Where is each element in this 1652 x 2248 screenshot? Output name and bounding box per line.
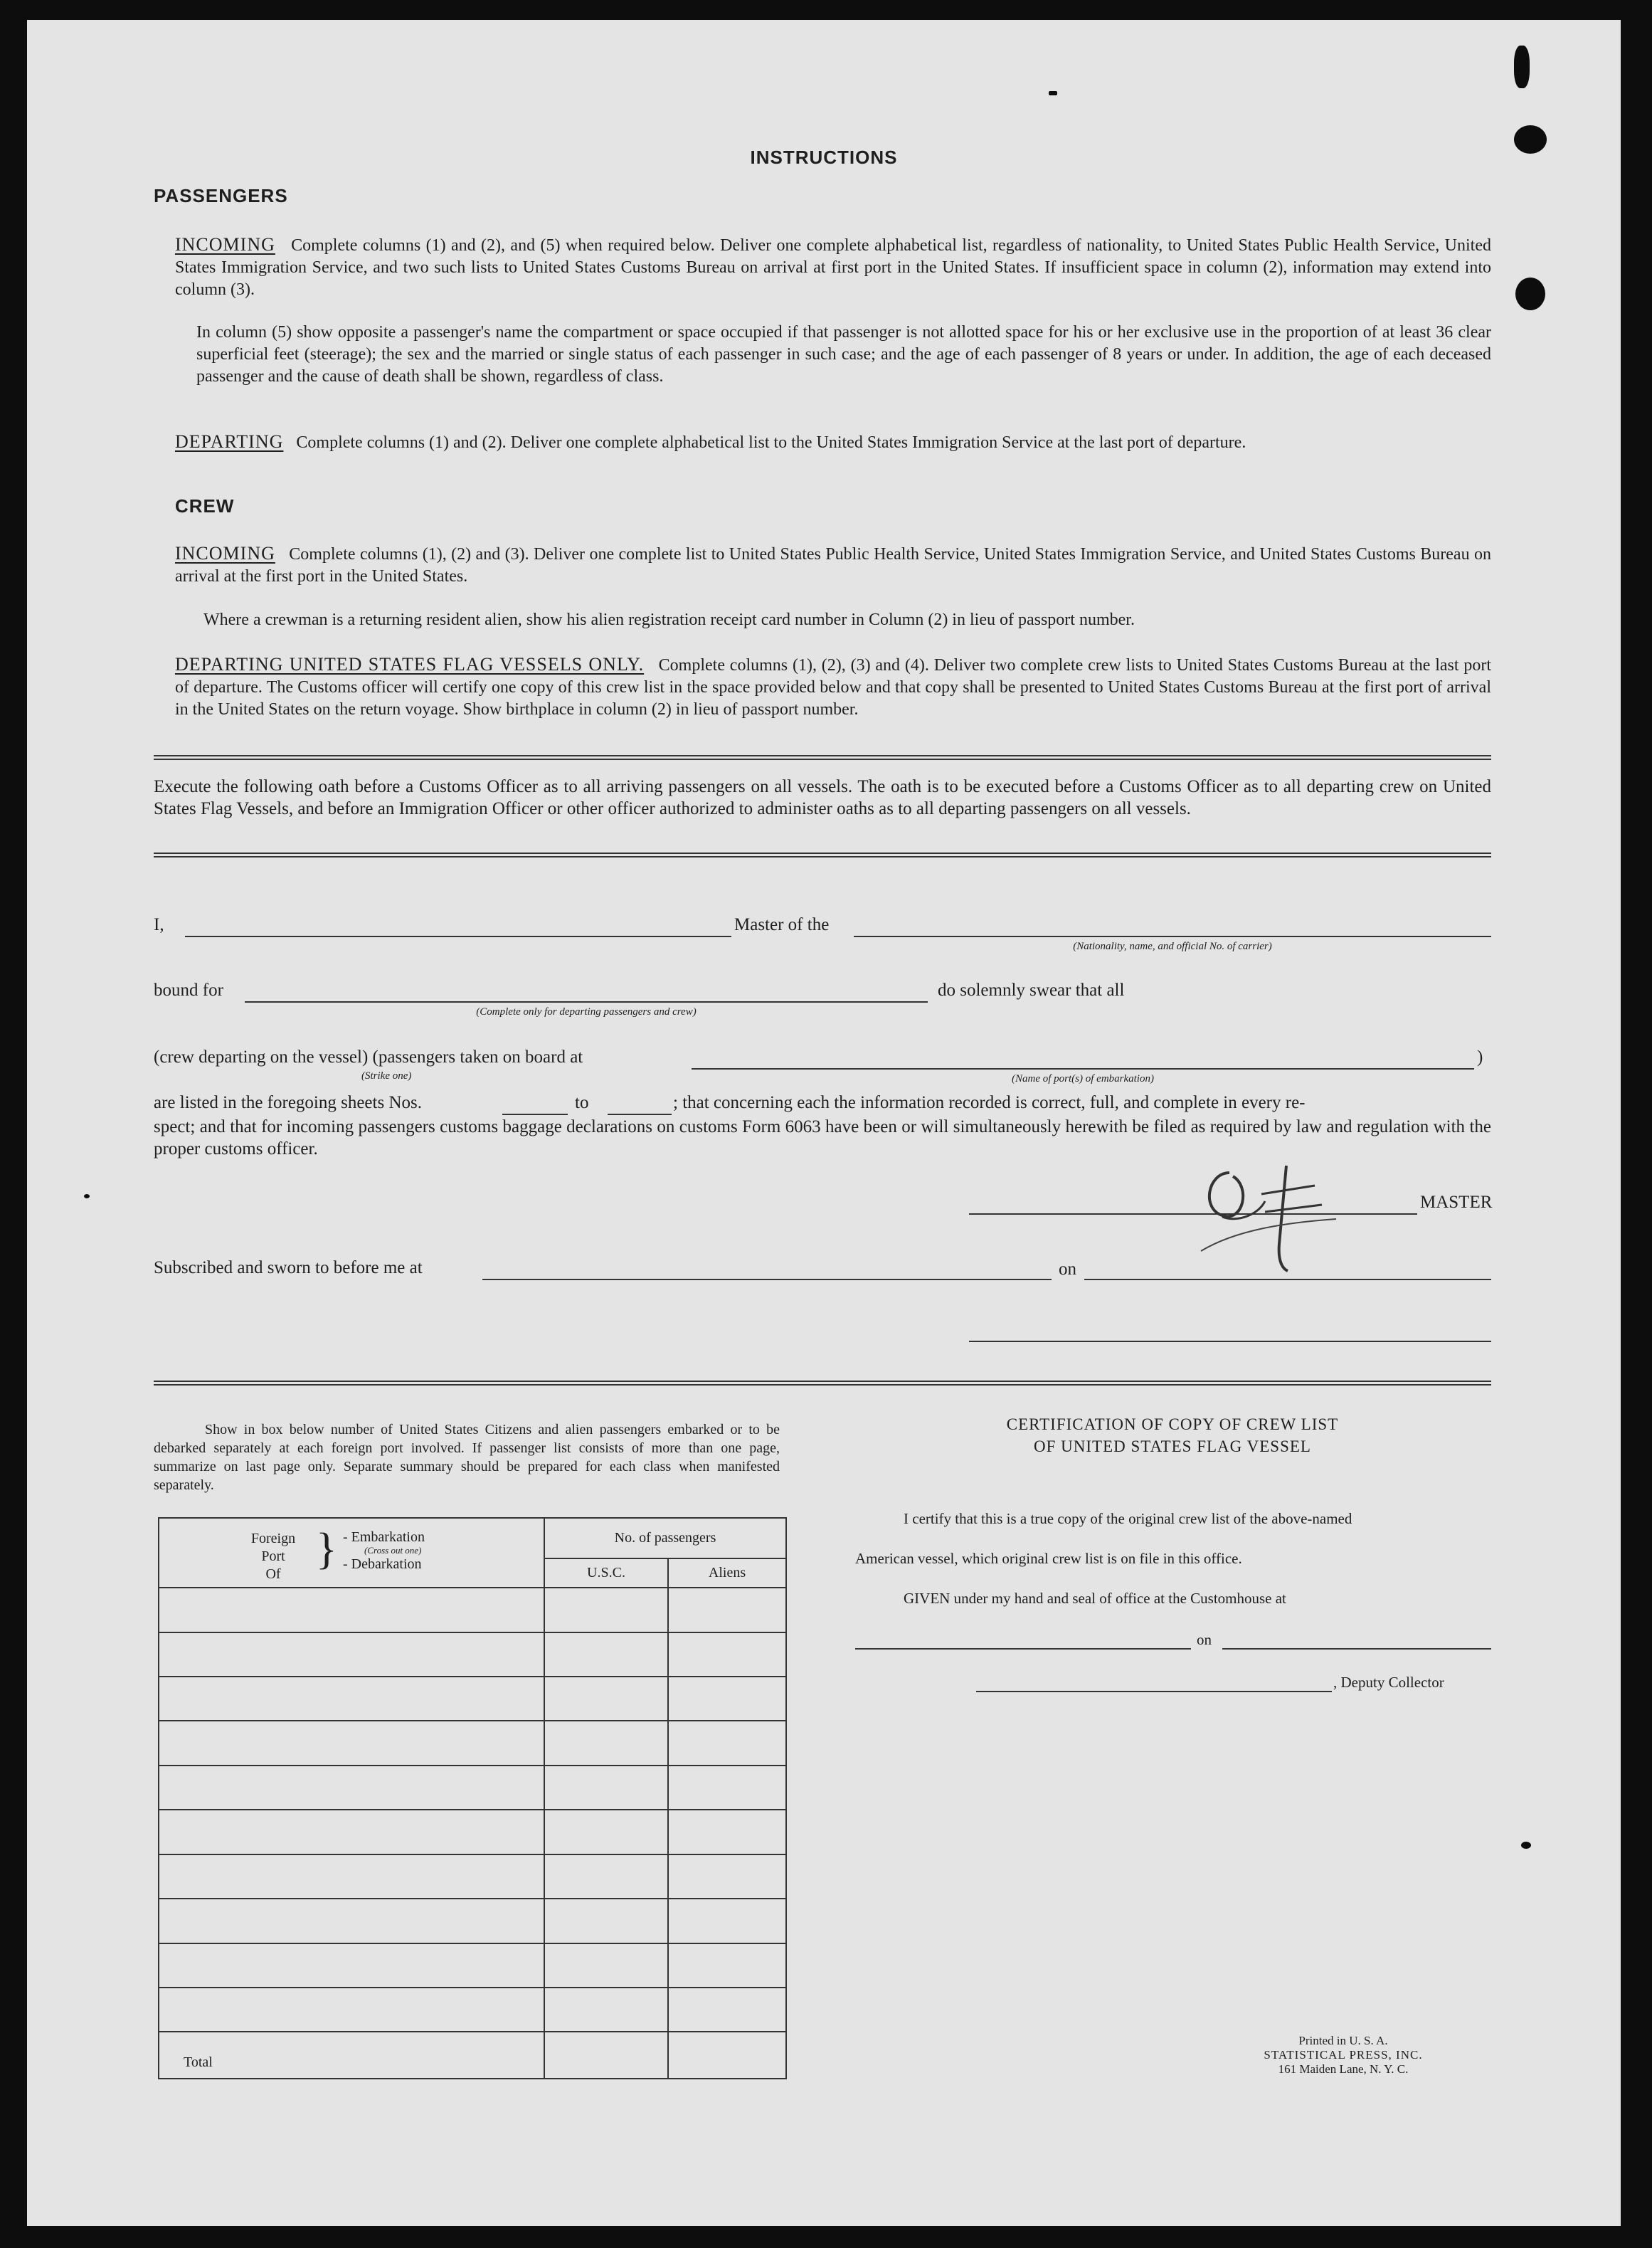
sheet-from-field[interactable]	[502, 1114, 568, 1115]
brace-glyph: }	[316, 1525, 337, 1573]
port-cell[interactable]	[159, 1766, 544, 1810]
usc-total-cell[interactable]	[544, 2032, 668, 2079]
port-cell[interactable]	[159, 1988, 544, 2032]
customhouse-field[interactable]	[855, 1648, 1191, 1650]
bound-for-label: bound for	[154, 981, 223, 1000]
printer-line3: 161 Maiden Lane, N. Y. C.	[1278, 2062, 1409, 2076]
master-of-the-label: Master of the	[734, 915, 830, 934]
usc-cell[interactable]	[544, 1943, 668, 1988]
carrier-field[interactable]	[854, 936, 1491, 937]
total-label: Total	[159, 2032, 544, 2079]
usc-cell[interactable]	[544, 1721, 668, 1765]
subscribed-place-field[interactable]	[482, 1279, 1052, 1280]
passengers-departing-paragraph	[175, 431, 1491, 454]
ports-caption: (Name of port(s) of embarkation)	[1012, 1073, 1154, 1085]
ink-dot	[84, 1194, 90, 1198]
divider	[154, 1381, 1491, 1386]
oath-instructions: Execute the following oath before a Customs Officer as to all arriving passengers on all vessels. The oath is to be executed before a Customs Officer as to all departing crew on United States Flag Vessels, and before an Immigration Officer or other officer authorized to administer oaths as to all departing passengers on all vessels.	[154, 777, 1491, 818]
printer-line2: STATISTICAL PRESS, INC.	[1264, 2048, 1423, 2062]
no-of-passengers-header: No. of passengers	[544, 1518, 786, 1558]
crew-departing-paragraph	[175, 653, 1491, 721]
aliens-cell[interactable]	[668, 1899, 786, 1943]
nationality-caption: (Nationality, name, and official No. of carrier)	[1073, 941, 1272, 952]
usc-cell[interactable]	[544, 1677, 668, 1721]
column5-paragraph: In column (5) show opposite a passenger's name the compartment or space occupied if that passenger is not allotted space for his or her exclusive use in the proportion of at least 36 clear superficial feet (steerage); the sex and the married or single status of each passenger in such case; and the age of each passenger of 8 years or under. In addition, the age of each deceased passenger and the cause of death shall be shown, regardless of class.	[196, 323, 1491, 386]
aliens-cell[interactable]	[668, 1588, 786, 1632]
sheet-to-field[interactable]	[608, 1114, 672, 1115]
subscribed-date-field[interactable]	[1084, 1279, 1491, 1280]
passengers-departing-label: DEPARTING	[175, 431, 284, 452]
usc-cell[interactable]	[544, 1899, 668, 1943]
certify-line1: I certify that this is a true copy of the original crew list of the above-named	[904, 1510, 1352, 1527]
port-cell[interactable]	[159, 1899, 544, 1943]
bound-caption: (Complete only for departing passengers and crew)	[476, 1006, 697, 1018]
port-cell[interactable]	[159, 1854, 544, 1899]
on-label: on	[1059, 1260, 1076, 1279]
port-cell[interactable]	[159, 1721, 544, 1765]
passengers-incoming-label: INCOMING	[175, 234, 275, 255]
aliens-cell[interactable]	[668, 1854, 786, 1899]
master-name-field[interactable]	[185, 936, 731, 937]
aliens-cell[interactable]	[668, 1632, 786, 1677]
usc-cell[interactable]	[544, 1810, 668, 1854]
signature-mark	[1180, 1144, 1365, 1287]
certify-line2: American vessel, which original crew list is on file in this office.	[855, 1550, 1242, 1567]
usc-header: U.S.C.	[544, 1558, 668, 1588]
strike-one-caption: (Strike one)	[361, 1070, 412, 1082]
deputy-collector-signature[interactable]	[976, 1691, 1332, 1692]
usc-cell[interactable]	[544, 1766, 668, 1810]
aliens-cell[interactable]	[668, 1943, 786, 1988]
crew-incoming-paragraph	[175, 542, 1491, 588]
certification-title-line2: OF UNITED STATES FLAG VESSEL	[1034, 1437, 1311, 1455]
of-word: Of	[265, 1566, 281, 1582]
divider	[154, 853, 1491, 857]
embarkation-label: - Embarkation	[343, 1529, 425, 1545]
port-cell[interactable]	[159, 1943, 544, 1988]
usc-cell[interactable]	[544, 1988, 668, 2032]
listed-continued: spect; and that for incoming passengers customs baggage declarations on customs Form 6063 have been or will simultaneously herewith be filed as required by law and regulation with the proper customs officer.	[154, 1117, 1491, 1159]
usc-cell[interactable]	[544, 1632, 668, 1677]
summary-note: Show in box below number of United States Citizens and alien passengers embarked or to be debarked separately at each foreign port involved. If passenger list consists of more than one page, summarize on last page only. Separate summary should be prepared for each class when manifested separately.	[154, 1422, 780, 1493]
crew-incoming-label: INCOMING	[175, 543, 275, 564]
passengers-departing-text: Complete columns (1) and (2). Deliver one complete alphabetical list to the United States Immigration Service at the last port of departure.	[296, 433, 1246, 452]
divider	[154, 755, 1491, 760]
aliens-cell[interactable]	[668, 1988, 786, 2032]
aliens-header: Aliens	[668, 1558, 786, 1588]
crew-passengers-label: (crew departing on the vessel) (passengers taken on board at	[154, 1048, 583, 1067]
listed-start: are listed in the foregoing sheets Nos.	[154, 1093, 422, 1112]
usc-cell[interactable]	[544, 1588, 668, 1632]
port-cell[interactable]	[159, 1632, 544, 1677]
passengers-incoming-paragraph	[175, 233, 1491, 301]
ink-dot	[1049, 91, 1057, 95]
swear-label: do solemnly swear that all	[938, 981, 1125, 1000]
officer-signature-line[interactable]	[969, 1341, 1491, 1342]
cert-date-field[interactable]	[1222, 1648, 1491, 1650]
foreign-word: Foreign	[250, 1531, 296, 1546]
cert-on-label: on	[1197, 1631, 1212, 1648]
to-label: to	[575, 1093, 589, 1112]
ink-dot	[1521, 1842, 1531, 1849]
crew-departing-text: Complete columns (1), (2), (3) and (4). Deliver two complete crew lists to United States Customs Bureau at the last port of departure. The Customs officer will certify one copy of this crew list in the space provided below and that copy shall be presented to United States Customs Bureau at the first port of arrival in the United States on the return voyage. Show birthplace in column (2) in lieu of passport number.	[175, 656, 1492, 719]
passenger-summary-table	[158, 1517, 787, 2079]
usc-cell[interactable]	[544, 1854, 668, 1899]
oath-i-label: I,	[154, 915, 164, 934]
aliens-cell[interactable]	[668, 1721, 786, 1765]
ink-blot	[1514, 46, 1530, 88]
ink-blot	[1514, 125, 1547, 154]
instructions-title: INSTRUCTIONS	[750, 147, 898, 168]
given-line: GIVEN under my hand and seal of office at the Customhouse at	[904, 1590, 1286, 1607]
aliens-cell[interactable]	[668, 1766, 786, 1810]
resident-alien-paragraph: Where a crewman is a returning resident alien, show his alien registration receipt card number in Column (2) in lieu of passport number.	[203, 611, 1135, 629]
deputy-collector-label: , Deputy Collector	[1333, 1674, 1444, 1691]
listed-rest: ; that concerning each the information recorded is correct, full, and complete in every re-	[673, 1093, 1306, 1112]
crew-incoming-text: Complete columns (1), (2) and (3). Deliver one complete list to United States Public Health Service, United States Immigration Service, and United States Customs Bureau on arrival at the first port in the United States.	[175, 545, 1492, 586]
aliens-cell[interactable]	[668, 1677, 786, 1721]
port-cell[interactable]	[159, 1588, 544, 1632]
passengers-heading: PASSENGERS	[154, 185, 288, 206]
crew-heading: CREW	[175, 495, 235, 517]
certification-title-line1: CERTIFICATION OF COPY OF CREW LIST	[1006, 1415, 1339, 1433]
port-cell[interactable]	[159, 1810, 544, 1854]
master-label: MASTER	[1420, 1193, 1493, 1212]
port-word: Port	[261, 1548, 285, 1564]
ink-blot	[1515, 278, 1545, 310]
foreign-port-header	[159, 1518, 544, 1588]
close-paren: )	[1477, 1048, 1483, 1067]
cross-out-caption: (Cross out one)	[364, 1545, 422, 1556]
bound-for-field[interactable]	[245, 1001, 928, 1003]
embarkation-port-field[interactable]	[692, 1068, 1474, 1070]
crew-departing-label: DEPARTING UNITED STATES FLAG VESSELS ONLY.	[175, 654, 645, 675]
port-cell[interactable]	[159, 1677, 544, 1721]
printer-line1: Printed in U. S. A.	[1298, 2034, 1388, 2047]
subscribed-label: Subscribed and sworn to before me at	[154, 1258, 423, 1277]
aliens-total-cell[interactable]	[668, 2032, 786, 2079]
aliens-cell[interactable]	[668, 1810, 786, 1854]
debarkation-label: - Debarkation	[343, 1556, 422, 1572]
passengers-incoming-text: Complete columns (1) and (2), and (5) when required below. Deliver one complete alphabetical list, regardless of nationality, to United States Public Health Service, United States Immigration Service, and two such lists to United States Customs Bureau on arrival at first port in the United States. If insufficient space in column (2), information may extend into column (3).	[175, 236, 1492, 299]
form-page	[27, 20, 1621, 2226]
